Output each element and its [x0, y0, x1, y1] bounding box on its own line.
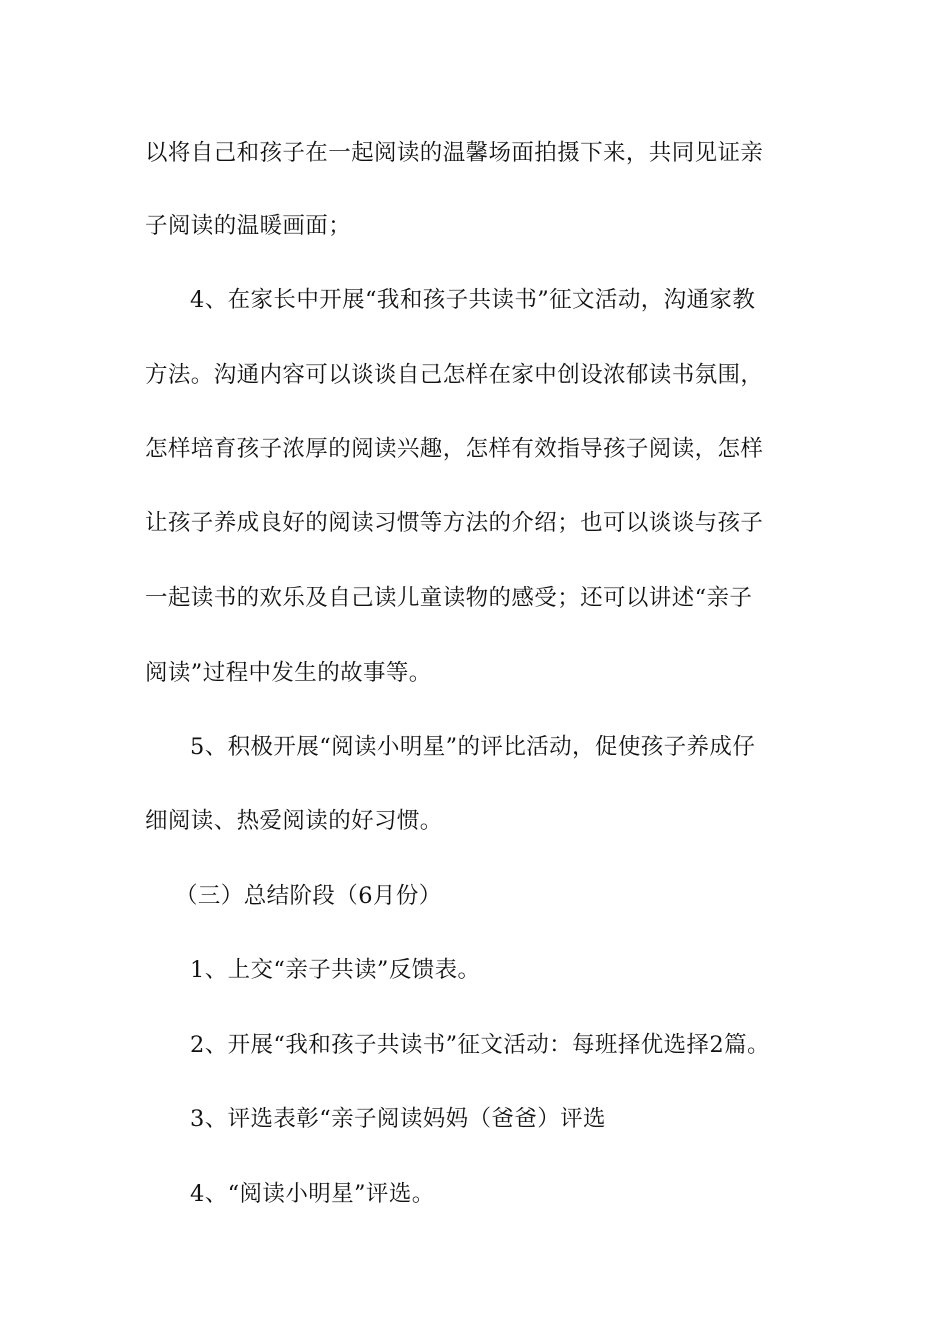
- item-4-line-1: 4、在家长中开展“我和孩子共读书”征文活动，沟通家教: [190, 287, 756, 313]
- summary-item-2: 2、开展“我和孩子共读书”征文活动：每班择优选择2篇。: [190, 1032, 770, 1058]
- item-4-line-4: 让孩子养成良好的阅读习惯等方法的介绍；也可以谈谈与孩子: [145, 510, 764, 536]
- section-heading: （三）总结阶段（6月份）: [175, 883, 442, 909]
- summary-item-1: 1、上交“亲子共读”反馈表。: [190, 957, 481, 983]
- paragraph-3-line-1: 以将自己和孩子在一起阅读的温馨场面拍摄下来，共同见证亲: [145, 140, 764, 166]
- paragraph-3-line-2: 子阅读的温暖画面；: [145, 213, 352, 239]
- item-4-line-5: 一起读书的欢乐及自己读儿童读物的感受；还可以讲述“亲子: [145, 585, 753, 611]
- item-5-line-1: 5、积极开展“阅读小明星”的评比活动，促使孩子养成仔: [190, 734, 756, 760]
- item-4-line-3: 怎样培育孩子浓厚的阅读兴趣，怎样有效指导孩子阅读，怎样: [145, 436, 764, 462]
- summary-item-4: 4、“阅读小明星”评选。: [190, 1181, 435, 1207]
- item-4-line-6: 阅读”过程中发生的故事等。: [145, 660, 432, 686]
- item-5-line-2: 细阅读、热爱阅读的好习惯。: [145, 808, 443, 834]
- summary-item-3: 3、评选表彰“亲子阅读妈妈（爸爸）评选: [190, 1106, 606, 1132]
- item-4-line-2: 方法。沟通内容可以谈谈自己怎样在家中创设浓郁读书氛围，: [145, 362, 764, 388]
